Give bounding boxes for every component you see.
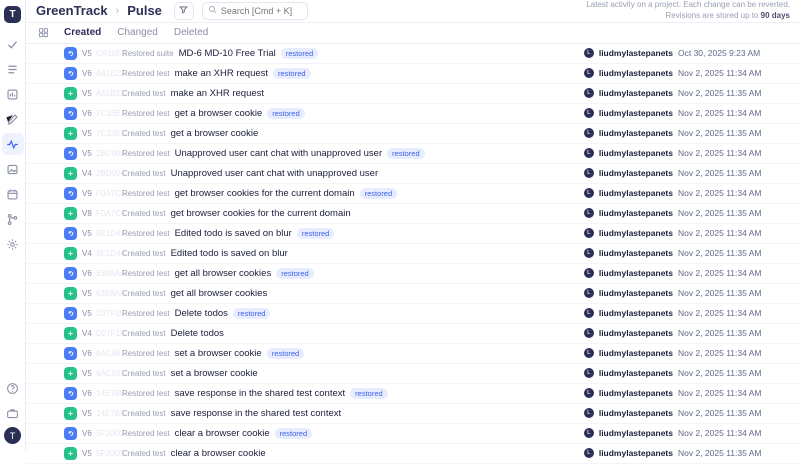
row-meta <box>584 348 790 358</box>
tab-deleted[interactable]: Deleted <box>173 26 209 38</box>
row-version: V6 <box>82 68 92 78</box>
row-meta <box>584 308 790 318</box>
row-title[interactable]: Edited todo is saved on blur <box>174 227 292 239</box>
row-user: liudmylastepanets <box>598 348 673 359</box>
row-user: liudmylastepanets <box>598 248 673 259</box>
table-row[interactable] <box>26 104 800 124</box>
row-meta <box>584 68 790 78</box>
row-version: V5 <box>82 128 92 138</box>
row-action: Created test <box>122 288 166 298</box>
row-meta <box>584 188 790 198</box>
table-row[interactable] <box>26 284 800 304</box>
row-version: V5 <box>82 88 92 98</box>
avatar: L <box>584 428 594 438</box>
chart-icon[interactable] <box>2 83 24 105</box>
row-user: liudmylastepanets <box>598 328 673 339</box>
row-hash: F0A7C5 <box>96 188 126 198</box>
row-hash: 8AC961 <box>96 348 125 358</box>
restore-icon[interactable] <box>64 47 77 60</box>
table-row[interactable] <box>26 164 800 184</box>
avatar: L <box>584 368 594 378</box>
row-timestamp: Nov 2, 2025 11:34 AM <box>678 268 762 279</box>
create-icon[interactable] <box>64 87 77 100</box>
retention-note-line2 <box>586 11 790 22</box>
row-title[interactable]: make an XHR request <box>170 87 265 99</box>
calendar-icon[interactable] <box>2 183 24 205</box>
row-action: Restored test <box>122 68 170 78</box>
status-badge: restored <box>233 308 271 319</box>
row-hash: 7C33E1 <box>96 128 125 138</box>
row-hash: 8AC961 <box>96 368 125 378</box>
row-timestamp: Nov 2, 2025 11:34 AM <box>678 148 762 159</box>
row-timestamp: Nov 2, 2025 11:34 AM <box>678 428 762 439</box>
table-row[interactable] <box>26 244 800 264</box>
avatar: L <box>584 68 594 78</box>
retention-note <box>586 0 790 22</box>
table-row[interactable] <box>26 224 800 244</box>
row-timestamp: Nov 2, 2025 11:35 AM <box>678 328 762 339</box>
create-icon[interactable] <box>64 167 77 180</box>
row-timestamp: Oct 30, 2025 9:23 AM <box>678 48 761 59</box>
row-meta <box>584 88 790 98</box>
restore-icon[interactable] <box>64 67 77 80</box>
table-row[interactable] <box>26 124 800 144</box>
avatar: L <box>584 268 594 278</box>
avatar: L <box>584 308 594 318</box>
row-action: Created test <box>122 408 166 418</box>
row-version: V6 <box>82 428 92 438</box>
row-user: liudmylastepanets <box>598 308 673 319</box>
row-action: Restored test <box>122 268 170 278</box>
status-badge: restored <box>273 68 311 79</box>
row-timestamp: Nov 2, 2025 11:34 AM <box>678 108 762 119</box>
avatar: L <box>584 168 594 178</box>
restore-icon[interactable] <box>64 227 77 240</box>
row-timestamp: Nov 2, 2025 11:34 AM <box>678 308 762 319</box>
row-action: Restored test <box>122 148 170 158</box>
row-title[interactable]: Unapproved user cant chat with unapproved user <box>174 147 383 159</box>
retention-note-prefix: Revisions are stored up to <box>665 10 761 20</box>
row-title[interactable]: get all browser cookies <box>174 267 272 279</box>
row-timestamp: Nov 2, 2025 11:35 AM <box>678 288 762 299</box>
restore-icon[interactable] <box>64 267 77 280</box>
briefcase-icon[interactable] <box>2 402 24 424</box>
row-title[interactable]: Delete todos <box>170 327 224 339</box>
row-version: V5 <box>82 308 92 318</box>
row-timestamp: Nov 2, 2025 11:35 AM <box>678 128 762 139</box>
tab-bar <box>26 23 800 44</box>
search-box[interactable] <box>202 2 308 20</box>
row-meta <box>584 448 790 458</box>
row-meta <box>584 208 790 218</box>
row-version: V4 <box>82 168 92 178</box>
check-icon[interactable] <box>2 33 24 55</box>
row-timestamp: Nov 2, 2025 11:35 AM <box>678 408 762 419</box>
table-row[interactable] <box>26 204 800 224</box>
row-user: liudmylastepanets <box>598 428 673 439</box>
row-action: Restored test <box>122 108 170 118</box>
row-hash: 14E7B8 <box>96 388 125 398</box>
row-action: Created test <box>122 368 166 378</box>
row-meta <box>584 128 790 138</box>
row-action: Created test <box>122 88 166 98</box>
status-badge: restored <box>276 268 314 279</box>
row-user: liudmylastepanets <box>598 268 673 279</box>
row-title[interactable]: Unapproved user cant chat with unapproved user <box>170 167 379 179</box>
row-version: V5 <box>82 48 92 58</box>
row-hash: D27F10 <box>96 308 125 318</box>
table-row[interactable] <box>26 344 800 364</box>
table-row[interactable] <box>26 424 800 444</box>
row-meta <box>584 148 790 158</box>
filter-button[interactable] <box>174 2 194 20</box>
row-timestamp: Nov 2, 2025 11:34 AM <box>678 388 762 399</box>
status-badge: restored <box>267 108 305 119</box>
row-hash: 2BD904 <box>96 168 125 178</box>
row-meta <box>584 268 790 278</box>
create-icon[interactable] <box>64 407 77 420</box>
row-action: Restored test <box>122 308 170 318</box>
table-row[interactable] <box>26 384 800 404</box>
row-title[interactable]: Edited todo is saved on blur <box>170 247 288 259</box>
create-icon[interactable] <box>64 287 77 300</box>
row-version: V6 <box>82 348 92 358</box>
table-row[interactable] <box>26 364 800 384</box>
create-icon[interactable] <box>64 127 77 140</box>
row-action: Created test <box>122 208 166 218</box>
avatar: L <box>584 328 594 338</box>
search-input[interactable] <box>221 6 302 16</box>
row-version: V5 <box>82 228 92 238</box>
help-icon[interactable] <box>2 377 24 399</box>
row-hash: F0A7C5 <box>96 208 126 218</box>
avatar: L <box>584 248 594 258</box>
row-hash: A51B22 <box>96 88 125 98</box>
row-hash: 5F20D3 <box>96 448 125 458</box>
row-timestamp: Nov 2, 2025 11:34 AM <box>678 188 762 199</box>
row-user: liudmylastepanets <box>598 68 673 79</box>
status-badge: restored <box>350 388 388 399</box>
status-badge: restored <box>281 48 319 59</box>
avatar: L <box>584 208 594 218</box>
revision-list <box>26 44 800 464</box>
create-icon[interactable] <box>64 247 77 260</box>
row-version: V5 <box>82 448 92 458</box>
row-meta <box>584 228 790 238</box>
status-badge: restored <box>275 428 313 439</box>
avatar: L <box>584 48 594 58</box>
table-row[interactable] <box>26 64 800 84</box>
pulse-icon[interactable] <box>2 133 24 155</box>
row-version: V4 <box>82 328 92 338</box>
row-title[interactable]: save response in the shared test context <box>174 387 346 399</box>
row-title[interactable]: get a browser cookie <box>174 107 263 119</box>
row-title[interactable]: get a browser cookie <box>170 127 259 139</box>
row-meta <box>584 168 790 178</box>
create-icon[interactable] <box>64 207 77 220</box>
table-row[interactable] <box>26 304 800 324</box>
row-version: V5 <box>82 288 92 298</box>
status-badge: restored <box>387 148 425 159</box>
row-title[interactable]: get browser cookies for the current domain <box>170 207 351 219</box>
row-version: V5 <box>82 148 92 158</box>
row-action: Created test <box>122 168 166 178</box>
row-title[interactable]: Delete todos <box>174 307 228 319</box>
create-icon[interactable] <box>64 367 77 380</box>
restore-icon[interactable] <box>64 147 77 160</box>
row-version: V5 <box>82 368 92 378</box>
avatar: L <box>584 408 594 418</box>
row-meta <box>584 108 790 118</box>
row-meta <box>584 408 790 418</box>
row-user: liudmylastepanets <box>598 128 673 139</box>
row-version: V6 <box>82 388 92 398</box>
row-user: liudmylastepanets <box>598 108 673 119</box>
left-rail <box>0 0 26 450</box>
row-version: V8 <box>82 208 92 218</box>
avatar: L <box>584 108 594 118</box>
main-area <box>26 0 800 459</box>
create-icon[interactable] <box>64 327 77 340</box>
row-hash: 7C33E1 <box>96 108 125 118</box>
avatar: L <box>584 128 594 138</box>
row-version: V4 <box>82 248 92 258</box>
row-user: liudmylastepanets <box>598 148 673 159</box>
image-icon[interactable] <box>2 158 24 180</box>
row-timestamp: Nov 2, 2025 11:34 AM <box>678 68 762 79</box>
tab-created[interactable]: Created <box>64 26 102 38</box>
row-user: liudmylastepanets <box>598 228 673 239</box>
row-hash: 63B8AA <box>96 268 126 278</box>
row-user: liudmylastepanets <box>598 368 673 379</box>
avatar: L <box>584 288 594 298</box>
row-version: V9 <box>82 188 92 198</box>
row-hash: 5F20D3 <box>96 428 125 438</box>
row-timestamp: Nov 2, 2025 11:35 AM <box>678 208 762 219</box>
row-action: Restored test <box>122 388 170 398</box>
row-title[interactable]: MD-6 MD-10 Free Trial <box>178 47 276 59</box>
row-user: liudmylastepanets <box>598 168 673 179</box>
row-user: liudmylastepanets <box>598 388 673 399</box>
restore-icon[interactable] <box>64 187 77 200</box>
row-timestamp: Nov 2, 2025 11:34 AM <box>678 348 762 359</box>
gear-icon[interactable] <box>2 233 24 255</box>
row-action: Restored test <box>122 228 170 238</box>
row-meta <box>584 328 790 338</box>
row-action: Created test <box>122 128 166 138</box>
restore-icon[interactable] <box>64 307 77 320</box>
avatar: L <box>584 448 594 458</box>
row-timestamp: Nov 2, 2025 11:34 AM <box>678 228 762 239</box>
row-meta <box>584 248 790 258</box>
avatar: L <box>584 88 594 98</box>
avatar: L <box>584 388 594 398</box>
row-meta <box>584 48 790 58</box>
list-icon[interactable] <box>2 58 24 80</box>
row-meta <box>584 368 790 378</box>
row-meta <box>584 288 790 298</box>
row-user: liudmylastepanets <box>598 188 673 199</box>
retention-note-line1: Latest activity on a project. Each change can be reverted. <box>586 0 790 9</box>
row-hash: 2BD904 <box>96 148 125 158</box>
retention-days: 90 days <box>760 10 790 20</box>
row-hash: A51B22 <box>96 68 125 78</box>
row-meta <box>584 388 790 398</box>
branch-icon[interactable] <box>2 208 24 230</box>
status-badge: restored <box>267 348 305 359</box>
row-hash: 9E1D44 <box>96 248 125 258</box>
row-timestamp: Nov 2, 2025 11:35 AM <box>678 248 762 259</box>
row-title[interactable]: set a browser cookie <box>174 347 262 359</box>
table-row[interactable] <box>26 404 800 424</box>
row-title[interactable]: clear a browser cookie <box>174 427 270 439</box>
row-hash: CR10F3 <box>96 48 126 58</box>
restore-icon[interactable] <box>64 427 77 440</box>
table-row[interactable] <box>26 264 800 284</box>
breadcrumb-root[interactable]: GreenTrack <box>36 3 108 19</box>
avatar: L <box>584 148 594 158</box>
restore-icon[interactable] <box>64 387 77 400</box>
row-hash: 9E1D44 <box>96 228 125 238</box>
row-title[interactable]: clear a browser cookie <box>170 447 266 459</box>
search-icon <box>208 5 217 17</box>
row-user: liudmylastepanets <box>598 208 673 219</box>
row-version: V6 <box>82 268 92 278</box>
create-icon[interactable] <box>64 447 77 460</box>
grid-icon[interactable] <box>38 27 49 38</box>
avatar: L <box>584 348 594 358</box>
app-logo: T <box>4 6 21 23</box>
row-hash: D27F10 <box>96 328 125 338</box>
row-title[interactable]: set a browser cookie <box>170 367 258 379</box>
row-title[interactable]: save response in the shared test context <box>170 407 342 419</box>
row-timestamp: Nov 2, 2025 11:35 AM <box>678 88 762 99</box>
row-action: Restored test <box>122 188 170 198</box>
row-hash: 14E7B8 <box>96 408 125 418</box>
table-row[interactable] <box>26 444 800 464</box>
breadcrumb-current: Pulse <box>127 3 162 19</box>
avatar: L <box>584 188 594 198</box>
table-row[interactable] <box>26 44 800 64</box>
row-version: V5 <box>82 408 92 418</box>
breadcrumb-separator: › <box>115 4 120 17</box>
row-user: liudmylastepanets <box>598 408 673 419</box>
row-title[interactable]: make an XHR request <box>174 67 269 79</box>
row-user: liudmylastepanets <box>598 88 673 99</box>
row-timestamp: Nov 2, 2025 11:35 AM <box>678 448 762 459</box>
status-badge: restored <box>360 188 398 199</box>
filter-icon <box>179 5 188 17</box>
row-meta <box>584 428 790 438</box>
row-title[interactable]: get all browser cookies <box>170 287 268 299</box>
table-row[interactable] <box>26 324 800 344</box>
restore-icon[interactable] <box>64 347 77 360</box>
row-user: liudmylastepanets <box>598 288 673 299</box>
row-timestamp: Nov 2, 2025 11:35 AM <box>678 168 762 179</box>
table-row[interactable] <box>26 84 800 104</box>
avatar[interactable]: T <box>4 427 21 444</box>
row-action: Restored suite <box>122 48 174 58</box>
status-badge: restored <box>297 228 335 239</box>
top-bar <box>26 0 800 23</box>
avatar: L <box>584 228 594 238</box>
row-action: Created test <box>122 248 166 258</box>
row-action: Created test <box>122 328 166 338</box>
row-hash: 63B8AA <box>96 288 126 298</box>
row-action: Restored test <box>122 348 170 358</box>
table-row[interactable] <box>26 184 800 204</box>
row-user: liudmylastepanets <box>598 48 673 59</box>
tab-changed[interactable]: Changed <box>117 26 158 38</box>
row-version: V6 <box>82 108 92 118</box>
row-user: liudmylastepanets <box>598 448 673 459</box>
row-action: Created test <box>122 448 166 458</box>
restore-icon[interactable] <box>64 107 77 120</box>
table-row[interactable] <box>26 144 800 164</box>
row-action: Restored test <box>122 428 170 438</box>
row-title[interactable]: get browser cookies for the current domain <box>174 187 355 199</box>
row-timestamp: Nov 2, 2025 11:35 AM <box>678 368 762 379</box>
